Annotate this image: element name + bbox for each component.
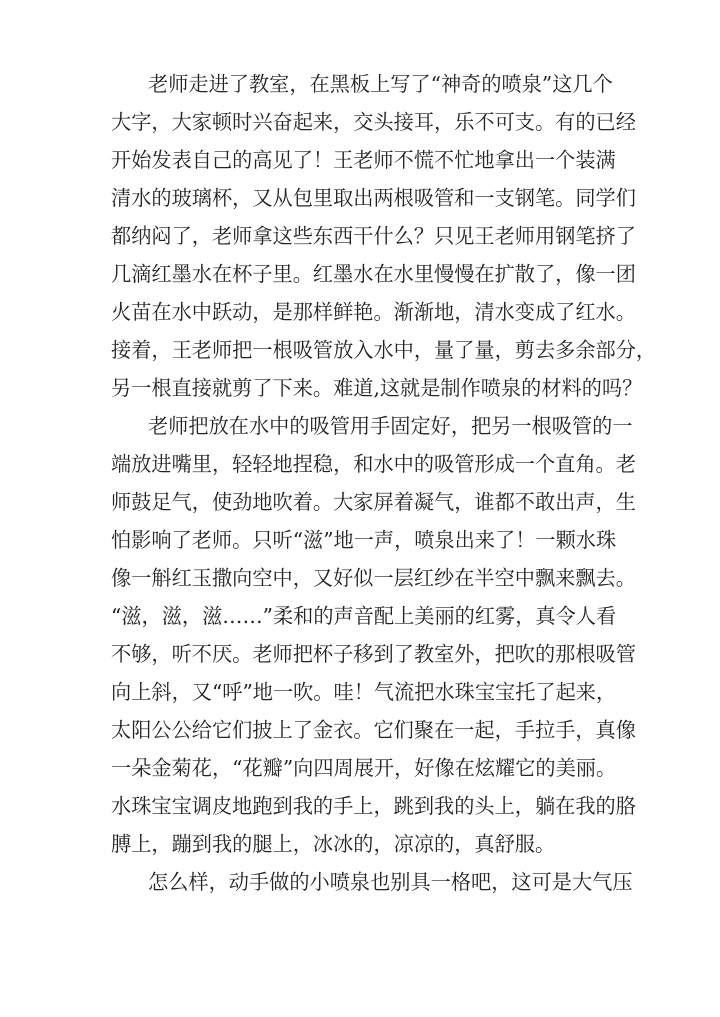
paragraph-2-line-2: 端放进嘴里，轻轻地捏稳，和水中的吸管形成一个直角。老 [111,452,636,476]
paragraph-3-line-1: 怎么样，动手做的小喷泉也别具一格吧，这可是大气压 [148,870,633,894]
paragraph-1-line-5: 都纳闷了，老师拿这些东西干什么？只见王老师用钢笔挤了 [111,224,636,248]
paragraph-1-line-7: 火苗在水中跃动，是那样鲜艳。渐渐地，清水变成了红水。 [111,300,636,324]
paragraph-1-line-3: 开始发表自己的高见了！王老师不慌不忙地拿出一个装满 [111,148,616,172]
paragraph-2-line-4: 怕影响了老师。只听“滋”地一声，喷泉出来了！一颗水珠 [111,528,617,552]
paragraph-1-line-9: 另一根直接就剪了下来。难道,这就是制作喷泉的材料的吗？ [111,376,643,400]
paragraph-1-line-4: 清水的玻璃杯，又从包里取出两根吸管和一支钢笔。同学们 [111,186,636,210]
paragraph-2-line-12: 膊上，蹦到我的腿上，冰冰的，凉凉的，真舒服。 [111,832,556,856]
paragraph-2-line-7: 不够，听不厌。老师把杯子移到了教室外，把吹的那根吸管 [111,642,636,666]
paragraph-2-line-11: 水珠宝宝调皮地跑到我的手上，跳到我的头上，躺在我的胳 [111,794,636,818]
paragraph-2-line-6: “滋，滋，滋……”柔和的声音配上美丽的红雾，真令人看 [111,604,617,628]
paragraph-1-line-2: 大字，大家顿时兴奋起来，交头接耳，乐不可支。有的已经 [111,110,636,134]
paragraph-2-line-3: 师鼓足气，使劲地吹着。大家屏着凝气，谁都不敢出声，生 [111,490,636,514]
paragraph-2-line-1: 老师把放在水中的吸管用手固定好，把另一根吸管的一 [148,414,633,438]
paragraph-1-line-6: 几滴红墨水在杯子里。红墨水在水里慢慢在扩散了，像一团 [111,262,636,286]
paragraph-2-line-9: 太阳公公给它们披上了金衣。它们聚在一起，手拉手，真像 [111,718,636,742]
paragraph-2-line-10: 一朵金菊花，“花瓣”向四周展开，好像在炫耀它的美丽。 [111,756,617,780]
paragraph-1-line-1: 老师走进了教室，在黑板上写了“神奇的喷泉”这几个 [148,72,613,96]
document-page [111,0,657,1017]
paragraph-1-line-8: 接着，王老师把一根吸管放入水中，量了量，剪去多余部分， [111,338,657,362]
paragraph-2-line-8: 向上斜，又“呼”地一吹。哇！气流把水珠宝宝托了起来， [111,680,617,704]
paragraph-2-line-5: 像一斛红玉撒向空中，又好似一层红纱在半空中飘来飘去。 [111,566,636,590]
